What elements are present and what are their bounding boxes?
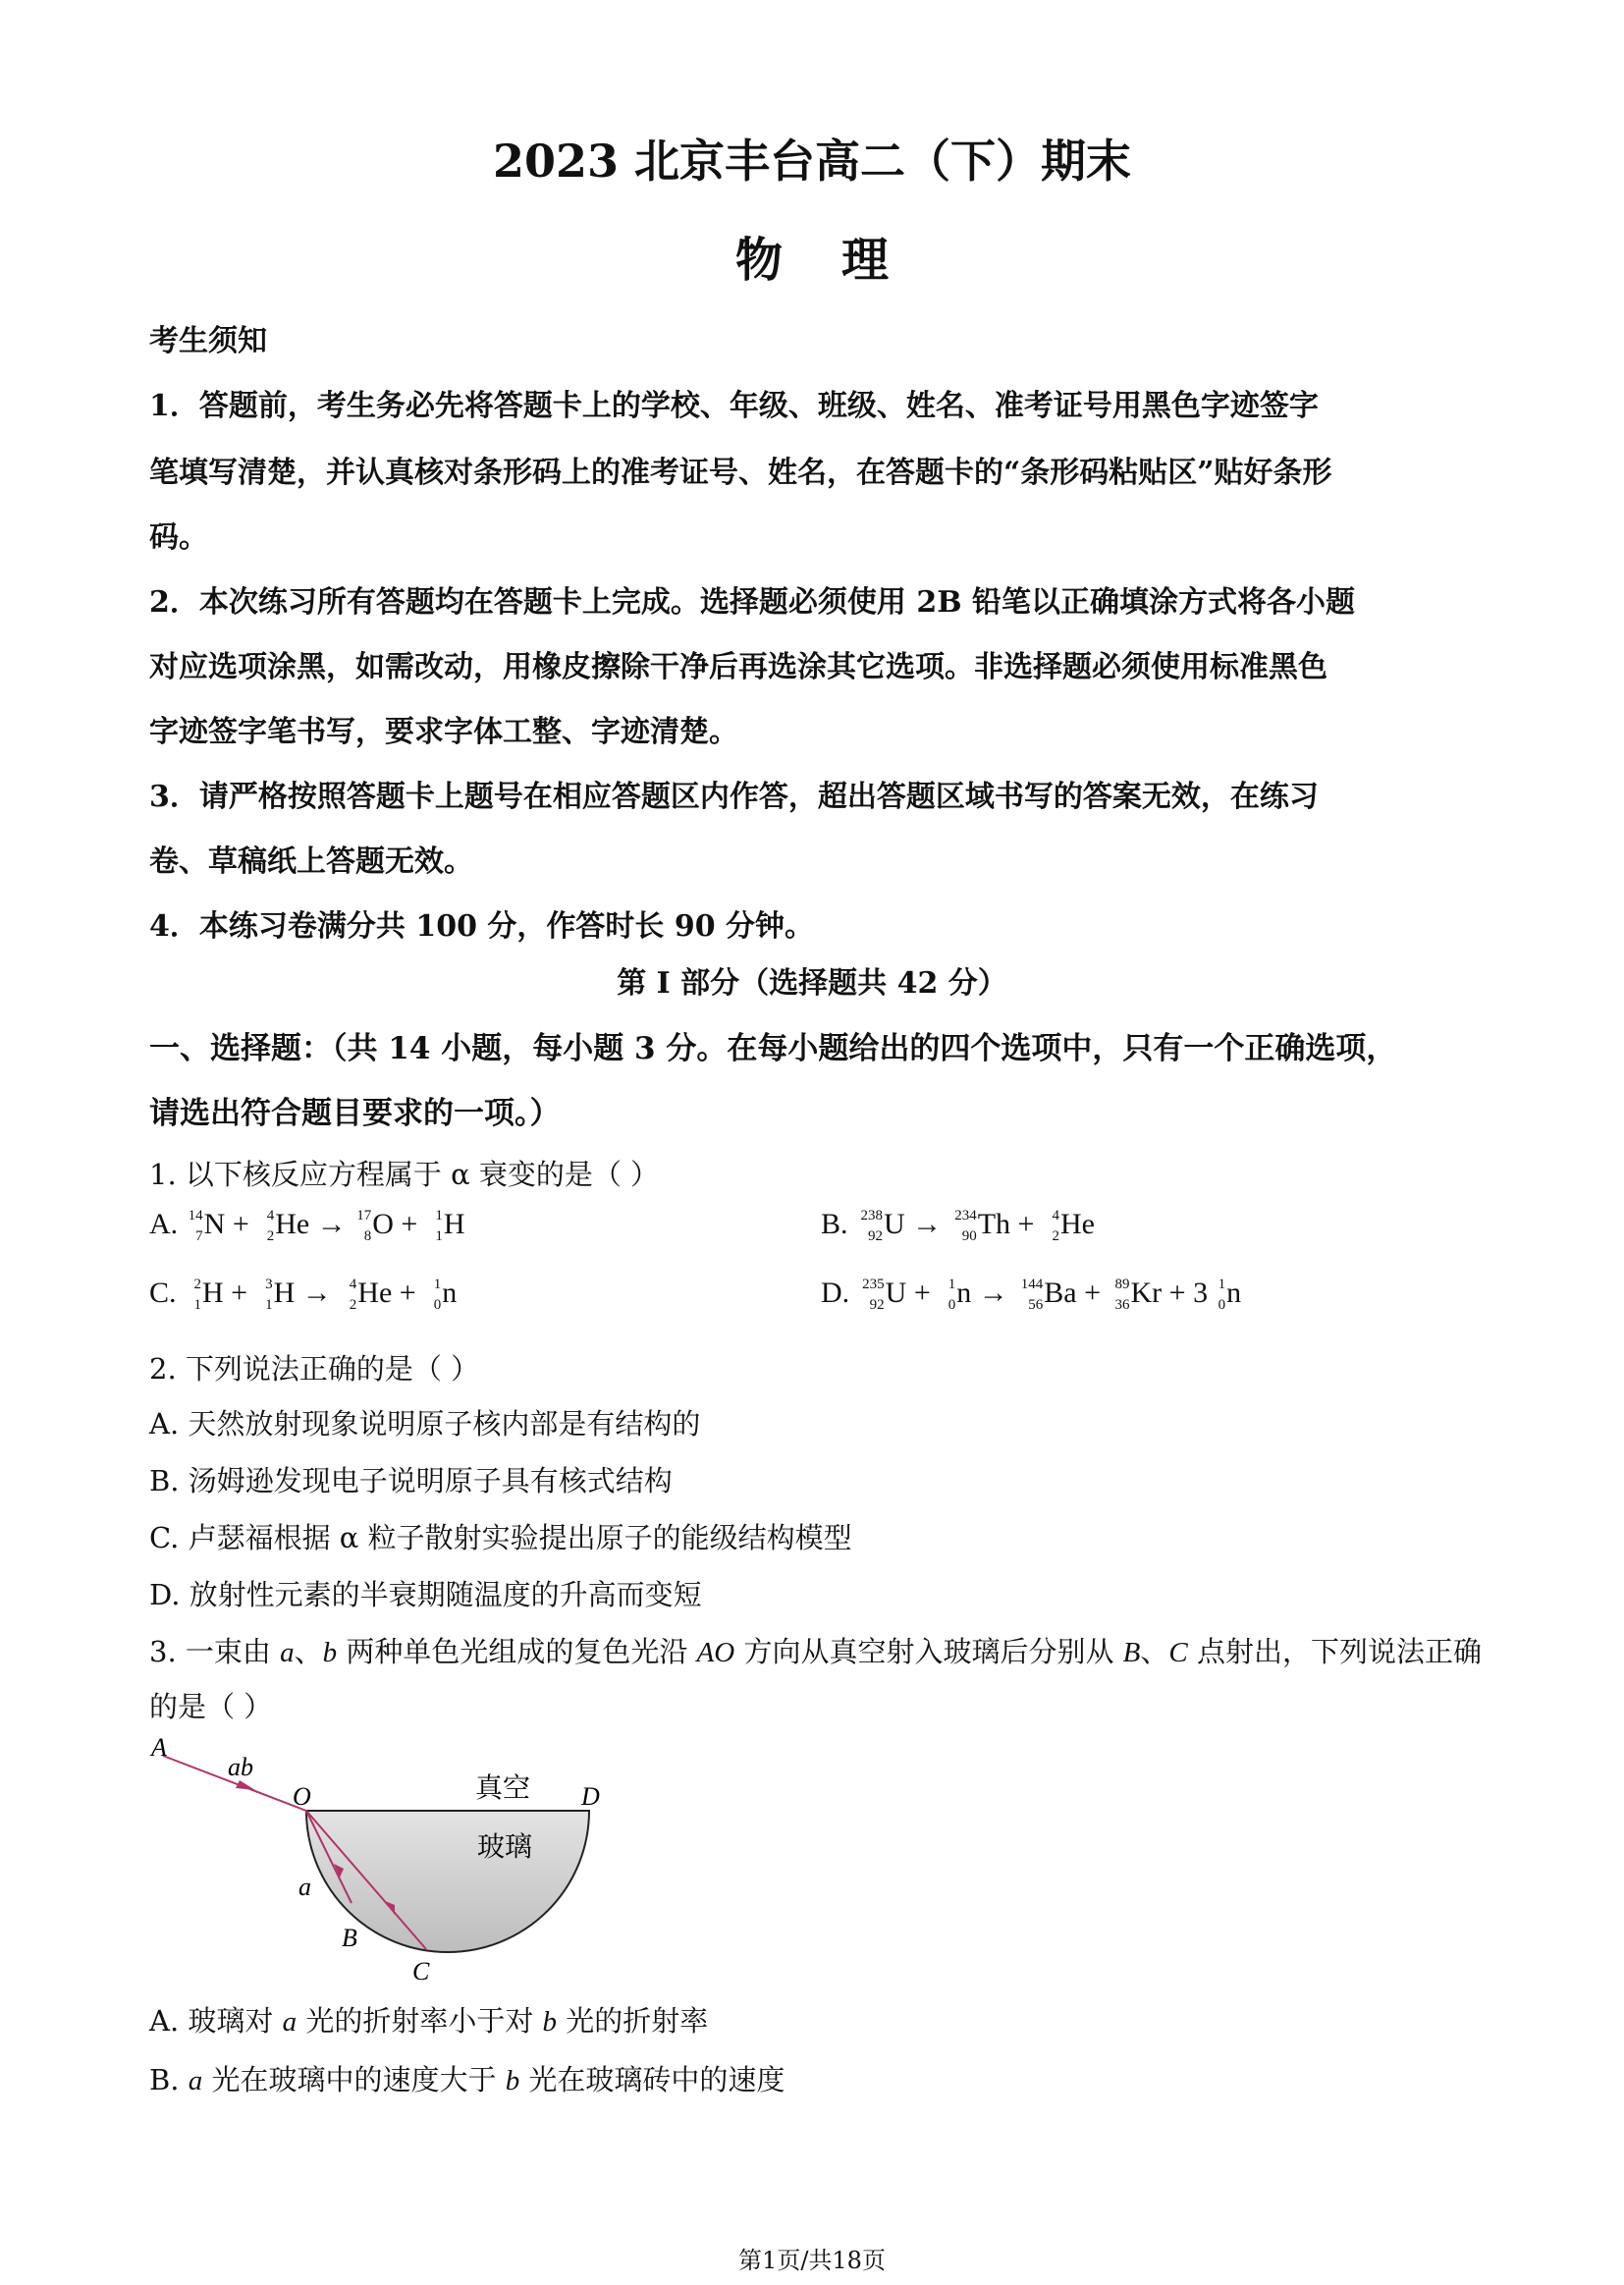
q3-option-a: A. 玻璃对 a 光的折射率小于对 b 光的折射率 — [149, 2004, 709, 2038]
q1-option-b: B. 238 92 U → 234 90 Th + 4 2 He — [821, 1208, 1095, 1245]
notice-line: 码。 — [149, 520, 208, 555]
q2-option: B. 汤姆逊发现电子说明原子具有核式结构 — [149, 1464, 673, 1497]
label-D: D — [581, 1782, 600, 1811]
label-a: a — [298, 1873, 311, 1901]
notice-line: 字迹签字笔书写，要求字体工整、字迹清楚。 — [149, 715, 738, 749]
q2-option: C. 卢瑟福根据 α 粒子散射实验提出原子的能级结构模型 — [149, 1521, 852, 1554]
part-heading: 第 I 部分（选择题共 42 分） — [617, 966, 1007, 1001]
notice-line: 笔填写清楚，并认真核对条形码上的准考证号、姓名，在答题卡的“条形码粘贴区”贴好条形 — [149, 456, 1332, 490]
notice-line: 卷、草稿纸上答题无效。 — [149, 844, 473, 879]
notice-line: 4．本练习卷满分共 100 分，作答时长 90 分钟。 — [149, 909, 815, 944]
notice-line: 1．答题前，考生务必先将答题卡上的学校、年级、班级、姓名、准考证号用黑色字迹签字 — [149, 389, 1319, 423]
option-label: C. — [149, 1277, 177, 1309]
notice-line: 对应选项涂黑，如需改动，用橡皮擦除干净后再选涂其它选项。非选择题必须使用标准黑色 — [149, 650, 1327, 684]
question-3-stem: 3. 一束由 a、b 两种单色光组成的复色光沿 AO 方向从真空射入玻璃后分别从 B、C 点射出，下列说法正确 — [149, 1635, 1482, 1668]
label-O: O — [293, 1782, 311, 1811]
notice-line: 2．本次练习所有答题均在答题卡上完成。选择题必须使用 2B 铅笔以正确填涂方式将各小题 — [149, 585, 1355, 620]
label-glass: 玻璃 — [477, 1832, 533, 1863]
option-label: A. — [149, 1208, 179, 1240]
question-1-stem: 1. 以下核反应方程属于 α 衰变的是（ ） — [149, 1158, 660, 1191]
question-2-stem: 2. 下列说法正确的是（ ） — [149, 1352, 480, 1386]
label-C: C — [412, 1957, 430, 1986]
option-label: D. — [821, 1277, 850, 1309]
q1-option-d: D. 235 92 U + 1 0 n → 144 56 Ba + 89 36 Kr + 3 1 0 n — [821, 1277, 1242, 1314]
label-vacuum: 真空 — [475, 1773, 531, 1804]
subject-title: 物理 — [734, 233, 947, 288]
page-footer: 第1页/共18页 — [738, 2247, 886, 2274]
question-3-stem-cont: 的是（ ） — [149, 1690, 273, 1723]
q1-option-a: A. 14 7 N + 4 2 He → 17 8 O + 1 1 H — [149, 1208, 465, 1245]
notice-line: 3．请严格按照答题卡上题号在相应答题区内作答，超出答题区域书写的答案无效，在练习 — [149, 780, 1319, 814]
label-ab: ab — [228, 1753, 253, 1781]
section-instruction: 一、选择题：（共 14 小题，每小题 3 分。在每小题给出的四个选项中，只有一个正确选项， — [149, 1031, 1397, 1066]
label-A: A — [151, 1733, 167, 1762]
q1-option-c: C. 2 1 H + 3 1 H → 4 2 He + 1 0 n — [149, 1277, 458, 1314]
refraction-figure — [137, 1728, 628, 2003]
section-instruction: 请选出符合题目要求的一项。） — [149, 1096, 561, 1131]
label-B: B — [342, 1924, 357, 1952]
option-label: B. — [821, 1208, 848, 1240]
incident-arrow — [236, 1780, 255, 1790]
exam-title: 2023 北京丰台高二（下）期末 — [492, 135, 1132, 188]
q3-option-b: B. a 光在玻璃中的速度大于 b 光在玻璃砖中的速度 — [149, 2063, 785, 2096]
q2-option: A. 天然放射现象说明原子核内部是有结构的 — [149, 1407, 701, 1441]
q2-option: D. 放射性元素的半衰期随温度的升高而变短 — [149, 1578, 702, 1611]
notice-heading: 考生须知 — [149, 324, 267, 358]
